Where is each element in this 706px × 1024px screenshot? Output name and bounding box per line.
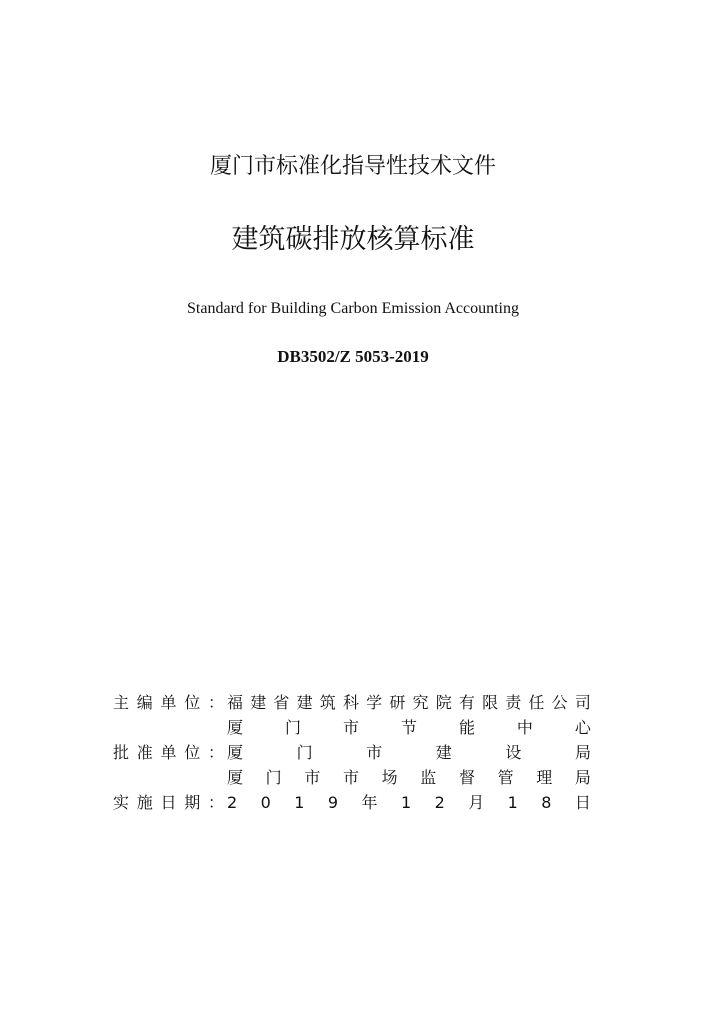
document-title-english: Standard for Building Carbon Emission Accounting bbox=[187, 300, 519, 317]
info-row-chief-editor-2 bbox=[113, 715, 591, 740]
publication-info bbox=[113, 690, 591, 815]
document-title-chinese: 建筑碳排放核算标准 bbox=[231, 224, 475, 255]
document-type-heading: 厦门市标准化指导性技术文件 bbox=[209, 154, 496, 179]
info-label: 实 施 日 期 ： bbox=[113, 793, 224, 812]
info-value: 2 0 1 9 年 1 2 月 1 8 日 bbox=[227, 793, 591, 812]
info-row-approver-2 bbox=[113, 765, 591, 790]
info-label: 批 准 单 位 ： bbox=[113, 743, 224, 762]
document-code: DB3502/Z 5053-2019 bbox=[277, 347, 429, 366]
info-label: 主 编 单 位 ： bbox=[113, 693, 224, 712]
info-row-approver bbox=[113, 740, 591, 765]
info-value: 厦 门 市 建 设 局 bbox=[227, 743, 591, 762]
info-row-chief-editor bbox=[113, 690, 591, 715]
info-row-effective-date bbox=[113, 790, 591, 815]
info-value: 厦 门 市 节 能 中 心 bbox=[227, 718, 591, 737]
info-value: 福 建 省 建 筑 科 学 研 究 院 有 限 责 任 公 司 bbox=[227, 693, 591, 712]
info-value: 厦 门 市 市 场 监 督 管 理 局 bbox=[227, 768, 591, 787]
